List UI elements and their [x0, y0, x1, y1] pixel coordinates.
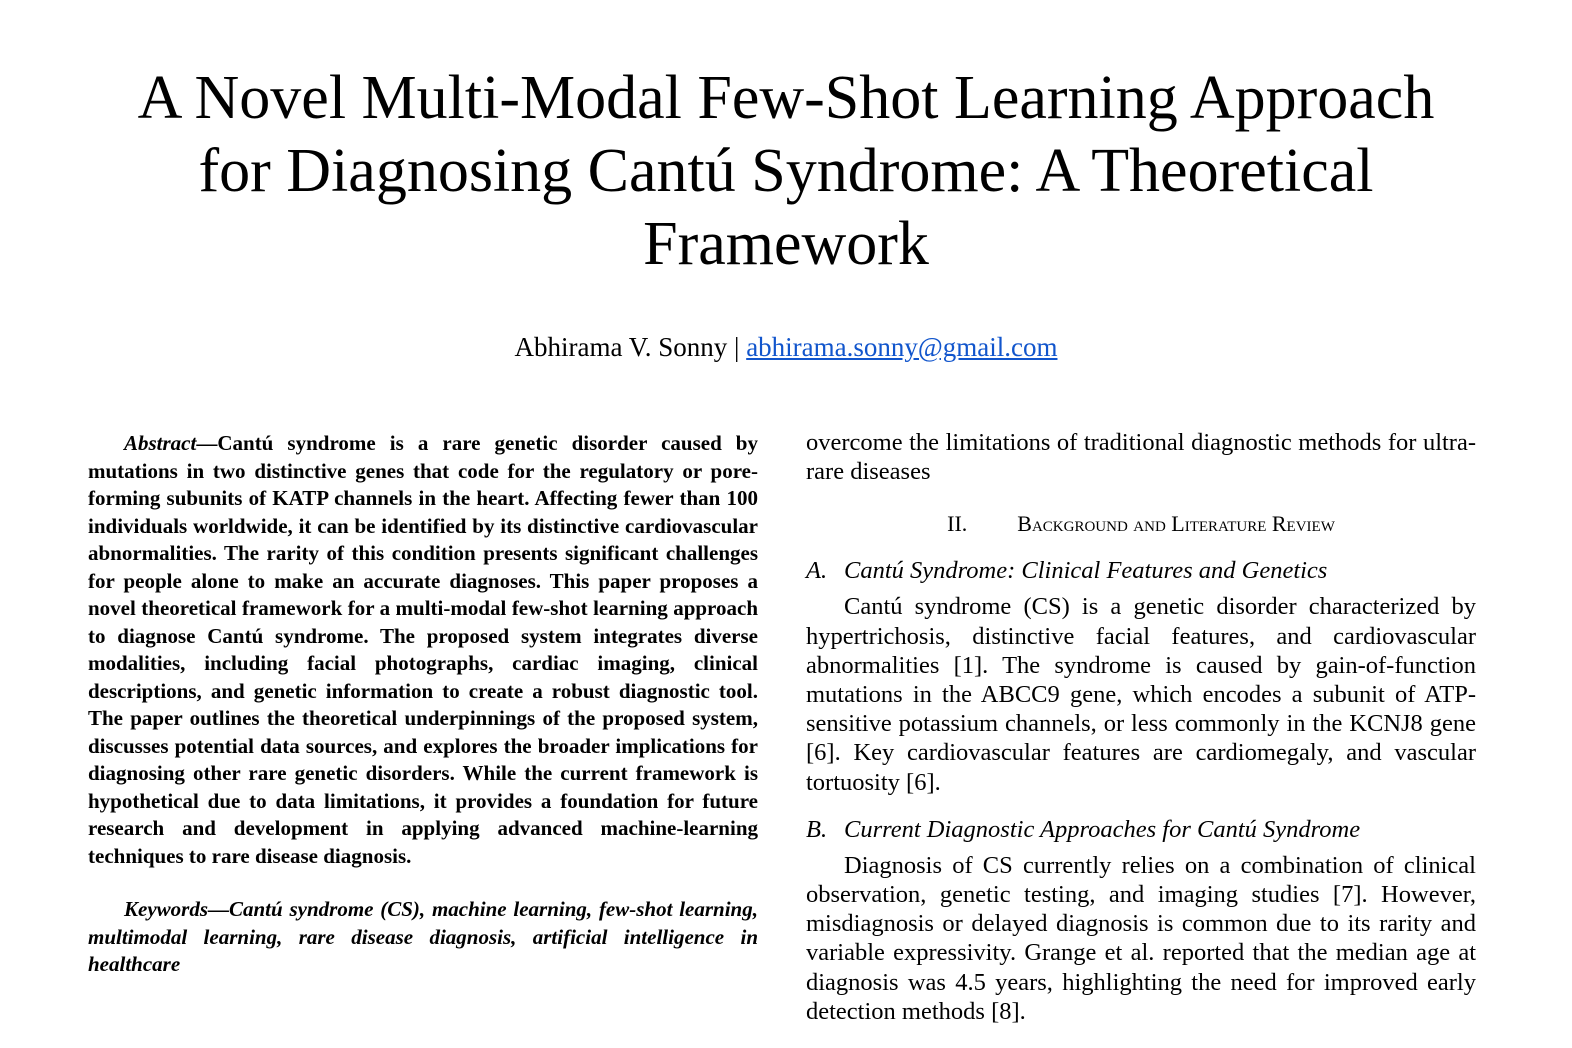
- title-line: Framework: [643, 210, 929, 278]
- keywords-text: Cantú syndrome (CS), machine learning, few-shot learning, multimodal learning, rare disease diagnosis, artificial intelligence in healthcare: [88, 897, 758, 976]
- author-name: Abhirama V. Sonny: [514, 332, 728, 362]
- left-column: [88, 430, 758, 979]
- author-email-link[interactable]: abhirama.sonny@gmail.com: [746, 332, 1058, 362]
- author-line: [0, 330, 1572, 364]
- keywords-paragraph: [88, 896, 758, 979]
- keywords-label: Keywords—: [124, 897, 229, 921]
- abstract-text: Cantú syndrome is a rare genetic disorder caused by mutations in two distinctive genes that code for the regulatory or pore-forming subunits of KATP channels in the heart. Affecting fewer than 100 individuals worldwide, it can be identified by its distinctive cardiovascular abnormalities. The rarity of this condition presents significant challenges for people alone to make an accurate diagnoses. This paper proposes a novel theoretical framework for a multi-modal few-shot learning approach to diagnose Cantú syndrome. The proposed system integrates diverse modalities, including facial photographs, cardiac imaging, clinical descriptions, and genetic information to create a robust diagnostic tool. The paper outlines the theoretical underpinnings of the proposed system, discusses potential data sources, and explores the broader implications for diagnosing other rare genetic disorders. While the current framework is hypothetical due to data limitations, it provides a foundation for future research and development in applying advanced machine-learning techniques to rare disease diagnosis.: [88, 431, 758, 868]
- section-number: II.: [947, 511, 968, 537]
- subsection-b-title: Current Diagnostic Approaches for Cantú Syndrome: [844, 815, 1361, 843]
- subsection-a-title: Cantú Syndrome: Clinical Features and Genetics: [844, 557, 1328, 585]
- section-heading: [806, 510, 1476, 538]
- continuation-paragraph: overcome the limitations of traditional diagnostic methods for ultra-rare diseases: [806, 429, 1476, 486]
- subsection-a-letter: A.: [806, 557, 828, 585]
- abstract-label: Abstract: [124, 431, 197, 455]
- subsection-b-letter: B.: [806, 815, 828, 843]
- title-line: for Diagnosing Cantú Syndrome: A Theoretical: [198, 137, 1374, 205]
- subsection-a-heading: [806, 556, 1476, 586]
- abstract-dash: —: [196, 431, 218, 455]
- subsection-b-paragraph: Diagnosis of CS currently relies on a combination of clinical observation, genetic testing, and imaging studies [7]. However, misdiagnosis or delayed diagnosis is common due to its rarity and variable expressivity. Grange et al. reported that the median age at diagnosis was 4.5 years, highlighting the need for improved early detection methods [8].: [806, 851, 1476, 1025]
- section-title: Background and Literature Review: [1017, 511, 1335, 537]
- author-separator: |: [727, 332, 747, 362]
- right-column: [806, 428, 1476, 1026]
- abstract-paragraph: [88, 430, 758, 870]
- paper-title: [0, 62, 1572, 281]
- subsection-b-heading: [806, 815, 1476, 845]
- subsection-a-paragraph: Cantú syndrome (CS) is a genetic disorder characterized by hypertrichosis, distinctive facial features, and cardiovascular abnormalities [1]. The syndrome is caused by gain-of-function mutations in the ABCC9 gene, which encodes a subunit of ATP-sensitive potassium channels, or less commonly in the KCNJ8 gene [6]. Key cardiovascular features are cardiomegaly, and vascular tortuosity [6].: [806, 593, 1476, 796]
- title-line: A Novel Multi-Modal Few-Shot Learning Approach: [137, 64, 1435, 132]
